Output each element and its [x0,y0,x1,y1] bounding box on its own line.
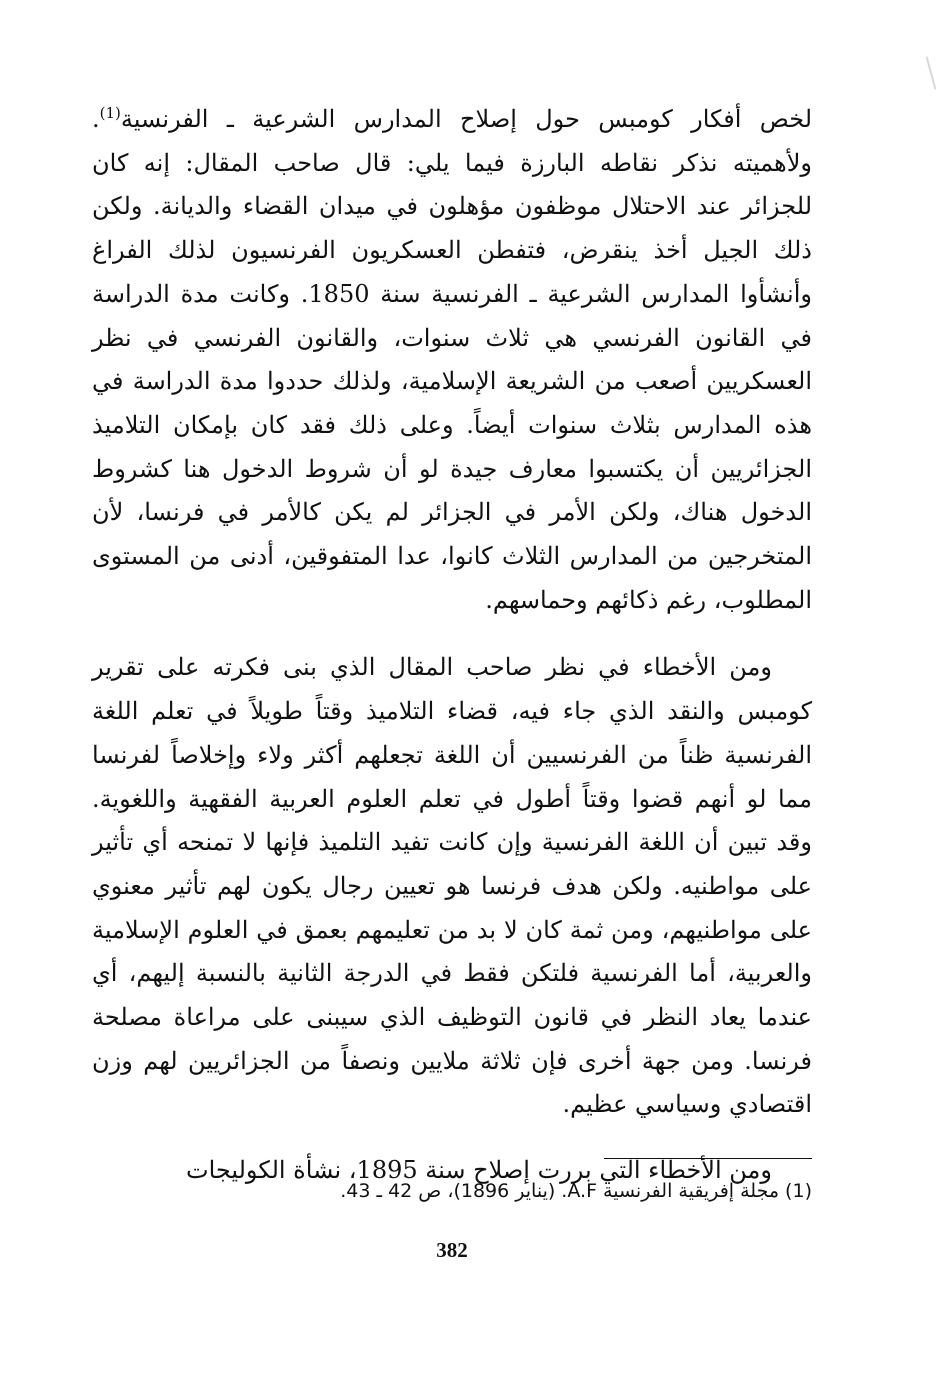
footnote-divider [604,1158,812,1159]
paragraph-1-text-start: لخص أفكار كومبس حول إصلاح المدارس الشرعية ـ الفرنسية [120,105,812,133]
footnote-reference: (1) [99,104,121,122]
page-number: 382 [436,1238,468,1262]
scan-edge-mark [926,56,937,89]
footnote: (1) مجلة إفريقية الفرنسية A.F. (يناير 1896)، ص 42 ـ 43. [340,1180,812,1202]
paragraph-1-text-end: . ولأهميته نذكر نقاطه البارزة فيما يلي: قال صاحب المقال: إنه كان للجزائر عند الاحتلال موظفون مؤهلون في ميدان القضاء والديانة. ولكن ذلك الجيل أخذ ينقرض، فتفطن العسكريون الفرنسيون لذلك الفراغ وأنشأوا المدارس الشرعية ـ الفرنسية سنة 1850. وكانت مدة الدراسة في القانون الفرنسي هي ثلاث سنوات، والقانون الفرنسي في نظر العسكريين أصعب من الشريعة الإسلامية، ولذلك حددوا مدة الدراسة في هذه المدارس بثلاث سنوات أيضاً. وعلى ذلك فقد كان بإمكان التلاميذ الجزائريين أن يكتسبوا معارف جيدة لو أن شروط الدخول هنا كشروط الدخول هناك، ولكن الأمر في الجزائر لم يكن كالأمر في فرنسا، لأن المتخرجين من المدارس الثلاث كانوا، عدا المتفوقين، أدنى من المستوى المطلوب، رغم ذكائهم وحماسهم. [92,105,812,614]
book-page [92,98,812,1298]
paragraph-2 [92,646,812,1127]
paragraph-2-text: ومن الأخطاء في نظر صاحب المقال الذي بنى فكرته على تقرير كومبس والنقد الذي جاء فيه، قضاء التلاميذ وقتاً طويلاً في تعلم اللغة الفرنسية ظناً من الفرنسيين أن اللغة تجعلهم أكثر ولاء وإخلاصاً لفرنسا مما لو أنهم قضوا وقتاً أطول في تعلم العلوم العربية الفقهية واللغوية. وقد تبين أن اللغة الفرنسية وإن كانت تفيد التلميذ فإنها لا تمنحه أي تأثير على مواطنيه. ولكن هدف فرنسا هو تعيين رجال يكون لهم تأثير معنوي على مواطنيهم، ومن ثمة كان لا بد من تعليمهم بعمق في العلوم الإسلامية والعربية، أما الفرنسية فلتكن فقط في الدرجة الثانية بالنسبة إليهم، أي عندما يعاد النظر في قانون التوظيف الذي سيبنى على مراعاة مصلحة فرنسا. ومن جهة أخرى فإن ثلاثة ملايين ونصفاً من الجزائريين لهم وزن اقتصادي وسياسي عظيم. [92,653,812,1119]
paragraph-3-text: ومن الأخطاء التي بررت إصلاح سنة 1895، نشأة الكوليجات [185,1156,772,1185]
paragraph-1 [92,98,812,622]
